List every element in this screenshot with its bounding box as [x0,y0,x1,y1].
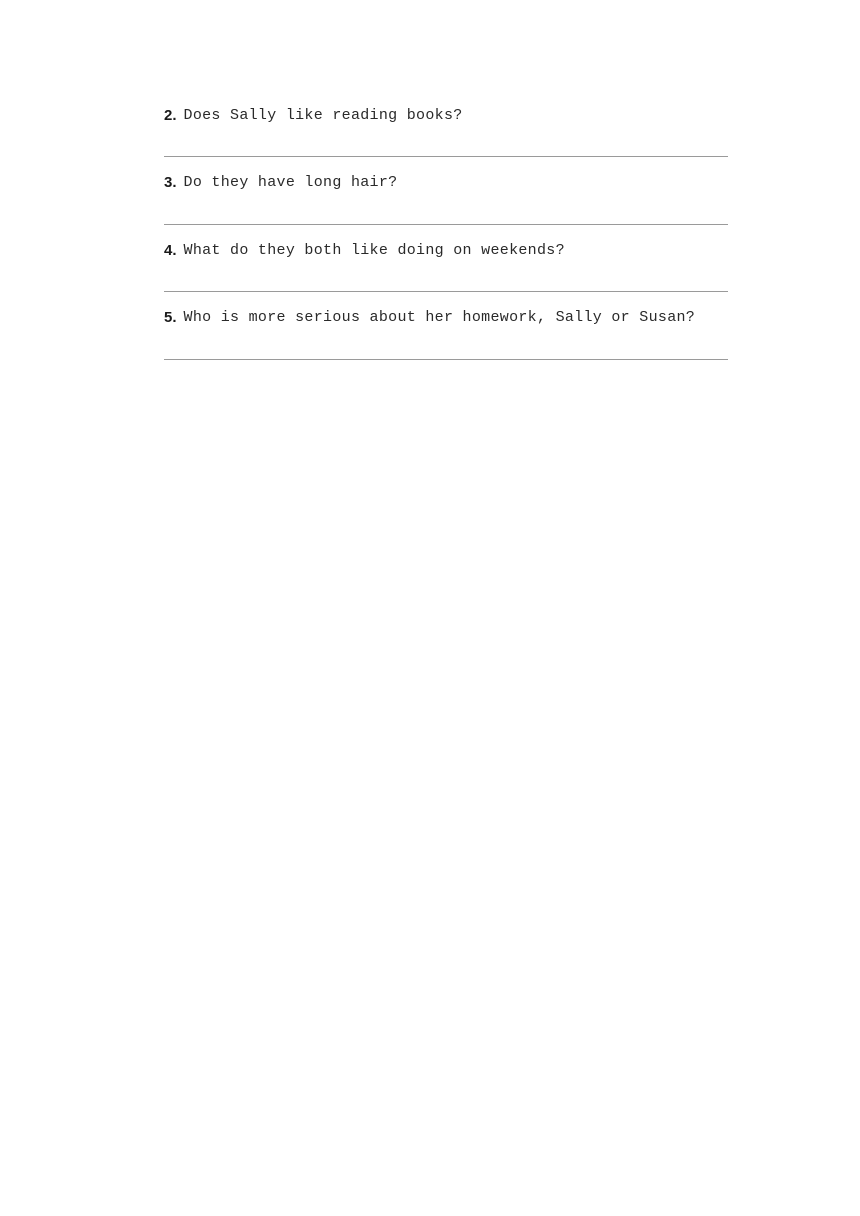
question-number: 3. [164,174,177,192]
question-item [164,104,728,172]
question-text: What do they both like doing on weekends? [183,241,565,259]
question-text: Does Sally like reading books? [183,106,463,124]
question-number: 4. [164,241,177,259]
answer-line[interactable] [164,359,728,360]
question-line [164,239,565,261]
question-item [164,239,728,307]
question-item [164,172,728,240]
question-list [164,104,728,374]
question-number: 5. [164,309,177,327]
answer-line[interactable] [164,291,728,292]
question-text: Do they have long hair? [183,174,398,192]
answer-line[interactable] [164,156,728,157]
question-text: Who is more serious about her homework, Sally or Susan? [183,309,696,327]
question-number: 2. [164,106,177,124]
answer-line[interactable] [164,224,728,225]
question-line [164,172,397,194]
question-line [164,104,463,126]
question-line [164,307,695,329]
question-item [164,307,728,375]
